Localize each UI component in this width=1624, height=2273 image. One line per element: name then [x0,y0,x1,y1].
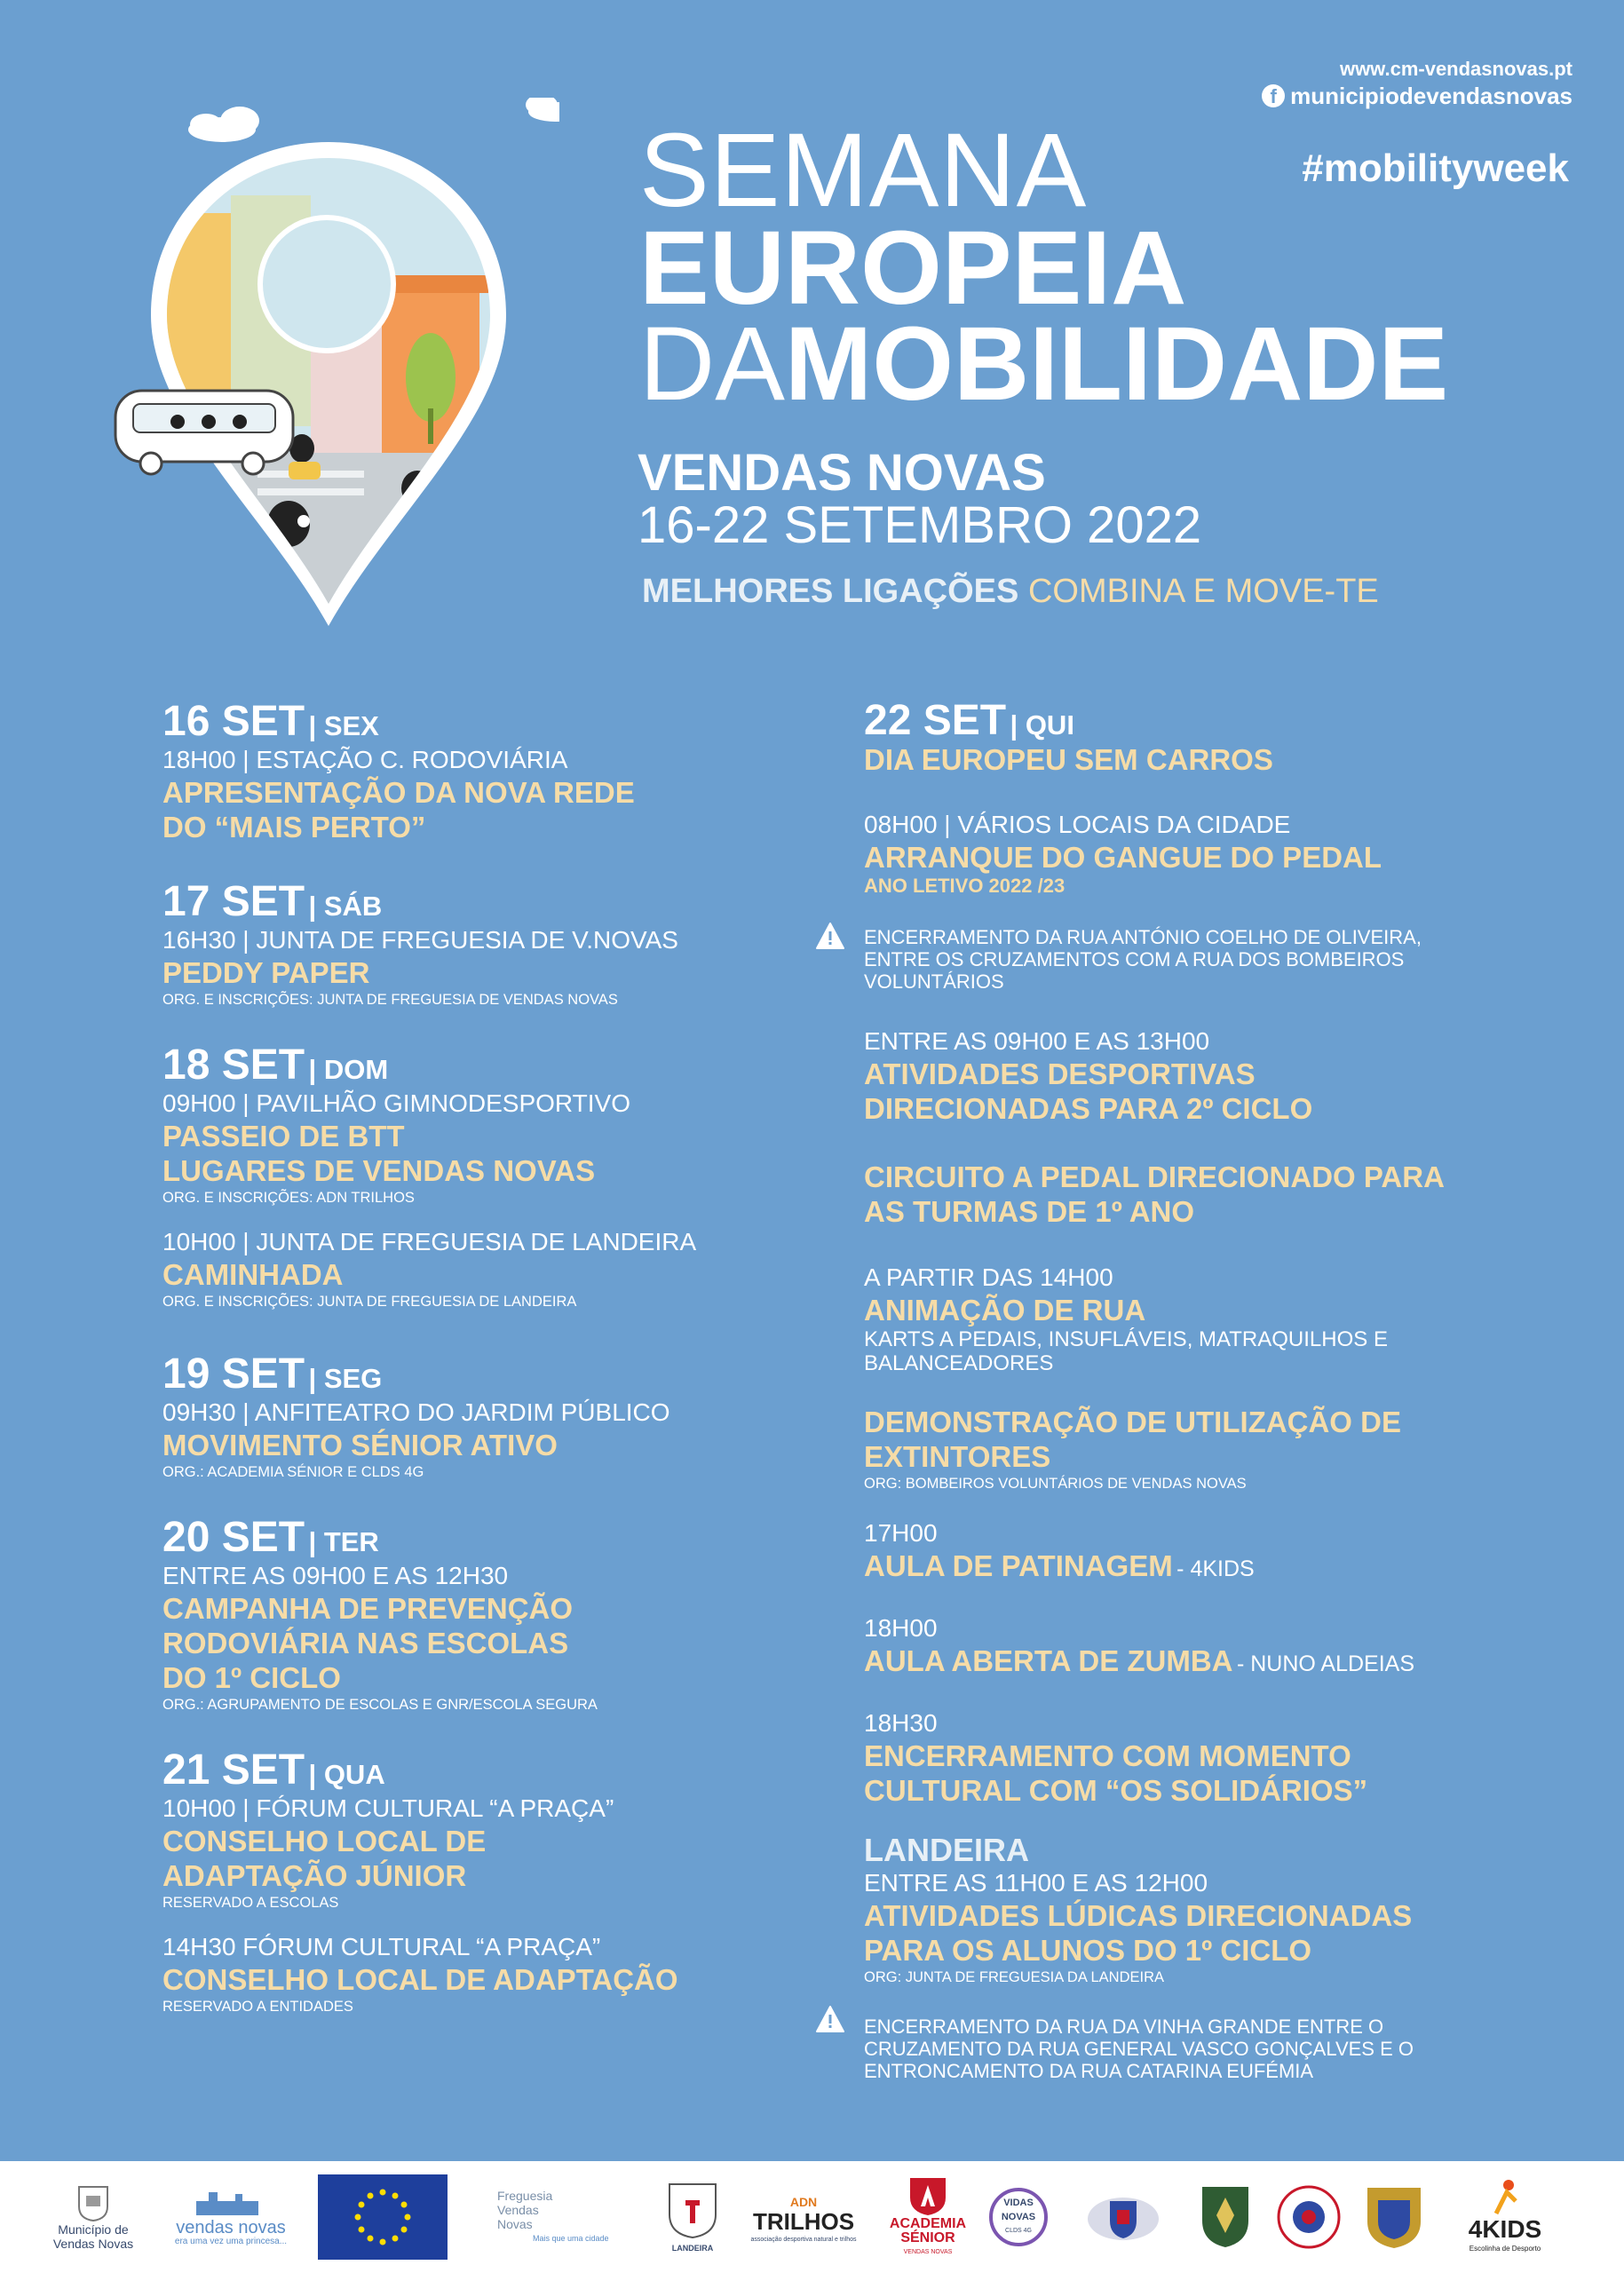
hashtag: #mobilityweek [1302,147,1569,190]
palace-icon [191,2185,271,2221]
event-title: DEMONSTRAÇÃO DE UTILIZAÇÃO DE [864,1406,1401,1438]
eu-flag-icon [318,2174,448,2260]
event-org: ORG: BOMBEIROS VOLUNTÁRIOS DE VENDAS NOVAS [864,1476,1247,1492]
event-org: ORG. E INSCRIÇÕES: JUNTA DE FREGUESIA DE LANDEIRA [162,1294,577,1310]
road-closure-notice-2 [864,2016,1414,2082]
event-atividades-desportivas [864,1026,1312,1126]
logo-tagline: associação desportiva natural e trilhos [750,2237,857,2243]
day-17 [162,879,678,1010]
cloud-icon [526,98,559,122]
event-title: AULA ABERTA DE ZUMBA [864,1644,1233,1677]
logo-vendas-novas [164,2161,297,2273]
event-suffix: - NUNO ALDEIAS [1236,1651,1415,1676]
logo-text: ADN [789,2195,818,2209]
event-suffix: - 4KIDS [1176,1556,1255,1581]
event-title: MOVIMENTO SÉNIOR ATIVO [162,1429,558,1461]
logo-eu [318,2161,448,2273]
event-title: EXTINTORES [864,1440,1051,1473]
event-info: 18H00 | ESTAÇÃO C. RODOVIÁRIA [162,746,568,773]
logo-text: NOVAS [1001,2212,1036,2222]
logo-text: 4KIDS [1468,2215,1542,2243]
event-title: CONSELHO LOCAL DE [162,1825,487,1857]
event-title: APRESENTAÇÃO DA NOVA REDE [162,776,635,809]
logo-text: SÉNIOR [900,2230,955,2245]
event-circuito-pedal [864,1160,1445,1229]
event-title: CIRCUITO A PEDAL DIRECIONADO PARA [864,1160,1445,1193]
event-info: 09H30 | ANFITEATRO DO JARDIM PÚBLICO [162,1398,670,1426]
logo-tagline: Mais que uma cidade [533,2234,609,2243]
day-subtitle: DIA EUROPEU SEM CARROS [864,743,1273,776]
slogan-a: MELHORES LIGAÇÕES [642,573,1019,610]
cloud-icon [188,107,259,142]
coat-of-arms-icon [1083,2189,1163,2245]
contact-block [1262,57,1573,110]
event-extintores [864,1405,1401,1493]
website-link[interactable]: www.cm-vendasnovas.pt [1339,58,1573,80]
event-title: ADAPTAÇÃO JÚNIOR [162,1859,467,1892]
notice-line: ENTRE OS CRUZAMENTOS COM A RUA DOS BOMBEIROS [864,948,1405,970]
event-zumba [864,1613,1414,1678]
event-info: 09H00 | PAVILHÃO GIMNODESPORTIVO [162,1089,630,1117]
event-time: 18H00 [864,1614,938,1642]
facebook-icon: f [1262,84,1285,107]
event-title: PARA OS ALUNOS DO 1º CICLO [864,1934,1312,1967]
warning-icon [815,2005,845,2033]
event-title: CAMPANHA DE PREVENÇÃO [162,1592,574,1625]
event-org: ORG. E INSCRIÇÕES: ADN TRILHOS [162,1190,415,1206]
day-22 [864,698,1273,777]
event-gangue-pedal [864,810,1382,898]
weekday-label: | DOM [308,1054,389,1085]
logo-text: VENDAS NOVAS [903,2249,953,2255]
event-org: ORG.: AGRUPAMENTO DE ESCOLAS E GNR/ESCOLA SEGURA [162,1697,598,1713]
event-title: ARRANQUE DO GANGUE DO PEDAL [864,841,1382,874]
event-title: RODOVIÁRIA NAS ESCOLAS [162,1627,569,1659]
event-title: ANIMAÇÃO DE RUA [864,1294,1146,1327]
event-time: 17H00 [864,1519,938,1547]
day-label: 19 SET [162,1350,305,1398]
logo-tagline: Escolinha de Desporto [1469,2245,1541,2253]
event-org: RESERVADO A ENTIDADES [162,1999,353,2015]
facebook-link[interactable]: municipiodevendasnovas [1290,83,1573,109]
event-info: 10H00 | FÓRUM CULTURAL “A PRAÇA” [162,1794,614,1822]
event-title: DO “MAIS PERTO” [162,811,426,843]
event-info: ENTRE AS 11H00 E AS 12H00 [864,1869,1208,1897]
event-org: ORG: JUNTA DE FREGUESIA DA LANDEIRA [864,1969,1165,1985]
logo-text: Município de Vendas Novas [52,2222,134,2251]
event-patinagem [864,1518,1255,1583]
event-org: RESERVADO A ESCOLAS [162,1895,339,1911]
day-label: 16 SET [162,698,305,745]
event-org: ORG.: ACADEMIA SÉNIOR E CLDS 4G [162,1464,424,1480]
road-closure-notice-1 [864,926,1422,993]
event-desc: BALANCEADORES [864,1351,1054,1375]
event-title: AS TURMAS DE 1º ANO [864,1195,1195,1228]
shield-icon [1362,2182,1426,2252]
logo-text: CLDS 4G [1005,2228,1032,2234]
event-title: CAMINHADA [162,1258,344,1291]
event-info: A PARTIR DAS 14H00 [864,1263,1113,1291]
event-info: ENTRE AS 09H00 E AS 12H30 [162,1562,509,1589]
day-label: 18 SET [162,1041,305,1089]
event-title: CONSELHO LOCAL DE ADAPTAÇÃO [162,1963,678,1996]
bus-icon [115,391,293,474]
emblem-icon [1276,2184,1342,2250]
event-landeira [864,1833,1412,1987]
event-title: ENCERRAMENTO COM MOMENTO [864,1739,1351,1772]
event-title: PEDDY PAPER [162,956,370,989]
day-label: 20 SET [162,1514,305,1561]
event-encerramento [864,1708,1367,1808]
day-19 [162,1351,670,1482]
day-label: 21 SET [162,1746,305,1794]
event-subtitle: ANO LETIVO 2022 /23 [864,875,1066,897]
day-label: 17 SET [162,878,305,925]
event-title: CULTURAL COM “OS SOLIDÁRIOS” [864,1774,1368,1807]
event-info: 10H00 | JUNTA DE FREGUESIA DE LANDEIRA [162,1228,697,1255]
athlete-icon [1487,2178,1523,2217]
day-18 [162,1042,696,1311]
event-title: DIRECIONADAS PARA 2º CICLO [864,1092,1313,1125]
day-label: 22 SET [864,697,1007,744]
day-16 [162,699,635,844]
city-name: VENDAS NOVAS [638,444,1046,502]
logo-text: TRILHOS [752,2208,855,2235]
weekday-label: | SÁB [308,891,383,922]
title-line-3 [639,305,1449,423]
logo-circular-1 [1271,2161,1346,2273]
event-info: 14H30 FÓRUM CULTURAL “A PRAÇA” [162,1933,601,1960]
title-line-1: SEMANA [639,112,1088,229]
slogan [642,571,1379,612]
event-title: ATIVIDADES LÚDICAS DIRECIONADAS [864,1899,1413,1932]
shield-icon [666,2179,719,2241]
weekday-label: | TER [308,1526,379,1557]
title-da: DA [639,305,785,423]
logo-coat-of-arms-2 [1192,2161,1259,2273]
title-mobilidade: MOBILIDADE [784,305,1449,423]
event-title: PASSEIO DE BTT [162,1120,405,1152]
logo-tagline: era uma vez uma princesa... [174,2237,288,2246]
event-dates: 16-22 SETEMBRO 2022 [638,496,1202,554]
warning-icon [815,922,845,950]
logo-freguesia [497,2161,639,2273]
logo-coat-of-arms-1 [1079,2161,1168,2273]
day-20 [162,1515,598,1715]
day-21 [162,1747,678,2016]
place-label: LANDEIRA [864,1832,1029,1868]
shield-icon [907,2174,948,2217]
slogan-b: COMBINA E MOVE-TE [1027,573,1379,610]
shield-icon [1199,2183,1252,2251]
logo-text: vendas novas [176,2218,286,2237]
weekday-label: | SEG [308,1363,383,1394]
logo-municipio [44,2161,142,2273]
logo-text: Freguesia Vendas Novas [497,2189,553,2231]
event-desc: KARTS A PEDAIS, INSUFLÁVEIS, MATRAQUILHOS E [864,1327,1388,1351]
event-info: 08H00 | VÁRIOS LOCAIS DA CIDADE [864,811,1291,838]
event-title: DO 1º CICLO [162,1661,341,1694]
event-animacao-rua [864,1263,1388,1375]
event-time: 18H30 [864,1709,938,1737]
coat-of-arms-icon [75,2183,111,2222]
logo-text: ACADEMIA [889,2216,967,2231]
event-info: 16H30 | JUNTA DE FREGUESIA DE V.NOVAS [162,926,678,954]
logo-landeira [659,2161,726,2273]
logo-4kids [1447,2161,1563,2273]
logo-vidas-novas [983,2161,1054,2273]
weekday-label: | QUA [308,1759,385,1790]
event-title: AULA DE PATINAGEM [864,1549,1173,1582]
mobility-pin-illustration [98,98,559,639]
logo-text: LANDEIRA [671,2244,714,2253]
weekday-label: | QUI [1010,709,1074,741]
notice-line: VOLUNTÁRIOS [864,970,1004,993]
event-info: ENTRE AS 09H00 E AS 13H00 [864,1027,1210,1055]
logo-text: VIDAS [1003,2198,1034,2208]
event-title: LUGARES DE VENDAS NOVAS [162,1154,596,1187]
logo-adn-trilhos [746,2161,861,2273]
notice-line: ENTRONCAMENTO DA RUA CATARINA EUFÉMIA [864,2060,1314,2082]
notice-line: CRUZAMENTO DA RUA GENERAL VASCO GONÇALVES E O [864,2038,1414,2060]
title-line-2: EUROPEIA [639,210,1187,327]
notice-line: ENCERRAMENTO DA RUA DA VINHA GRANDE ENTRE O [864,2016,1384,2038]
sponsor-logos-bar [0,2161,1624,2273]
logo-coat-of-arms-3 [1359,2161,1430,2273]
weekday-label: | SEX [308,710,379,741]
notice-line: ENCERRAMENTO DA RUA ANTÓNIO COELHO DE OLIVEIRA, [864,926,1422,948]
event-org: ORG. E INSCRIÇÕES: JUNTA DE FREGUESIA DE VENDAS NOVAS [162,992,618,1008]
event-title: ATIVIDADES DESPORTIVAS [864,1057,1256,1090]
logo-academia-senior [879,2161,977,2273]
